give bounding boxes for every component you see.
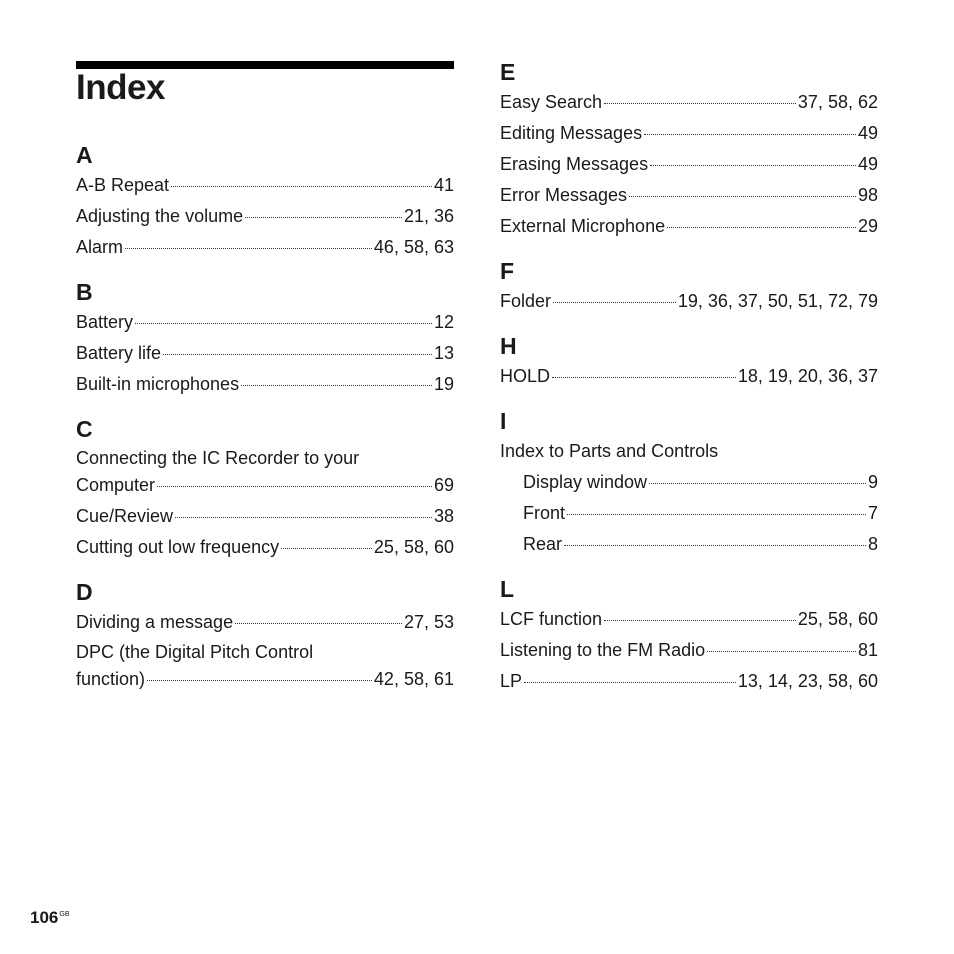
index-entry: [76, 232, 454, 263]
index-entry-multiline: [76, 444, 454, 501]
entry-pages: 42, 58, 61: [373, 669, 454, 689]
page-number-value: 106: [30, 908, 59, 927]
dot-leader: [281, 548, 372, 549]
entry-label: Editing Messages: [500, 123, 643, 143]
index-column-left: [76, 140, 454, 709]
entry-pages: 13, 14, 23, 58, 60: [737, 671, 878, 691]
index-section-d: [76, 577, 454, 695]
dot-leader: [552, 377, 736, 378]
entry-pages: 7: [867, 503, 878, 523]
dot-leader: [650, 165, 856, 166]
index-entry: [500, 149, 878, 180]
index-entry: [500, 666, 878, 697]
index-section-b: [76, 277, 454, 400]
index-entry: [76, 472, 454, 501]
entry-label: Rear: [523, 534, 563, 554]
index-section-f: [500, 256, 878, 317]
index-entry: [500, 635, 878, 666]
entry-label: Display window: [523, 472, 648, 492]
index-entry: [76, 307, 454, 338]
entry-pages: 21, 36: [403, 206, 454, 226]
entry-pages: 9: [867, 472, 878, 492]
entry-label: Erasing Messages: [500, 154, 649, 174]
entry-pages: 46, 58, 63: [373, 237, 454, 257]
section-letter: F: [500, 258, 515, 284]
entry-label: Dividing a message: [76, 612, 234, 632]
entry-pages: 18, 19, 20, 36, 37: [737, 366, 878, 386]
index-section-i: [500, 406, 878, 560]
dot-leader: [644, 134, 856, 135]
dot-leader: [171, 186, 432, 187]
dot-leader: [564, 545, 866, 546]
entry-pages: 25, 58, 60: [373, 537, 454, 557]
index-section-c: [76, 414, 454, 563]
dot-leader: [135, 323, 432, 324]
dot-leader: [125, 248, 372, 249]
dot-leader: [604, 103, 796, 104]
index-entry: [76, 338, 454, 369]
entry-label: Cutting out low frequency: [76, 537, 280, 557]
page-number-suffix: GB: [59, 911, 70, 919]
section-letter: L: [500, 576, 515, 602]
index-section-l: [500, 574, 878, 697]
entry-pages: 19: [433, 374, 454, 394]
entry-pages: 41: [433, 175, 454, 195]
entry-label: Battery: [76, 312, 134, 332]
dot-leader: [553, 302, 676, 303]
entry-pages: 98: [857, 185, 878, 205]
page-title: Index: [76, 68, 165, 107]
entry-label: Battery life: [76, 343, 162, 363]
entry-label: Folder: [500, 291, 552, 311]
page-number: [30, 908, 70, 928]
dot-leader: [245, 217, 402, 218]
dot-leader: [241, 385, 432, 386]
index-entry-heading: Index to Parts and Controls: [500, 441, 719, 461]
dot-leader: [567, 514, 866, 515]
entry-pages: 25, 58, 60: [797, 609, 878, 629]
index-entry: [76, 170, 454, 201]
section-letter: D: [76, 579, 93, 605]
index-entry: [500, 604, 878, 635]
dot-leader: [147, 680, 372, 681]
dot-leader: [175, 517, 432, 518]
entry-label: A-B Repeat: [76, 175, 170, 195]
section-letter: C: [76, 416, 93, 442]
entry-pages: 12: [433, 312, 454, 332]
index-entry: [500, 180, 878, 211]
entry-label: Cue/Review: [76, 506, 174, 526]
dot-leader: [649, 483, 866, 484]
index-entry: [500, 286, 878, 317]
index-entry: [500, 361, 878, 392]
entry-pages: 38: [433, 506, 454, 526]
index-subentry: [500, 467, 878, 498]
index-entry: [500, 118, 878, 149]
entry-label: LCF function: [500, 609, 603, 629]
index-entry: [76, 369, 454, 400]
section-letter: I: [500, 408, 507, 434]
index-column-right: [500, 57, 878, 711]
entry-label: Built-in microphones: [76, 374, 240, 394]
index-section-e: [500, 57, 878, 242]
section-letter: A: [76, 142, 93, 168]
index-entry: [76, 501, 454, 532]
entry-pages: 19, 36, 37, 50, 51, 72, 79: [677, 291, 878, 311]
entry-label: Listening to the FM Radio: [500, 640, 706, 660]
entry-pages: 8: [867, 534, 878, 554]
entry-label: Easy Search: [500, 92, 603, 112]
entry-pages: 49: [857, 123, 878, 143]
entry-pages: 29: [857, 216, 878, 236]
entry-pages: 13: [433, 343, 454, 363]
index-subentry: [500, 529, 878, 560]
entry-label: Front: [523, 503, 566, 523]
entry-pages: 37, 58, 62: [797, 92, 878, 112]
dot-leader: [235, 623, 402, 624]
dot-leader: [163, 354, 432, 355]
entry-label: HOLD: [500, 366, 551, 386]
index-entry: [76, 607, 454, 638]
index-subentry: [500, 498, 878, 529]
entry-pages: 69: [433, 475, 454, 495]
entry-label-line1: DPC (the Digital Pitch Control: [76, 642, 314, 662]
section-letter: E: [500, 59, 516, 85]
index-section-h: [500, 331, 878, 392]
index-entry: [76, 532, 454, 563]
index-entry-multiline: [76, 638, 454, 695]
dot-leader: [604, 620, 796, 621]
entry-label: LP: [500, 671, 523, 691]
entry-label: Adjusting the volume: [76, 206, 244, 226]
entry-label: Alarm: [76, 237, 124, 257]
entry-pages: 27, 53: [403, 612, 454, 632]
index-entry: [500, 87, 878, 118]
entry-label: Computer: [76, 475, 156, 495]
section-letter: B: [76, 279, 93, 305]
dot-leader: [524, 682, 736, 683]
dot-leader: [707, 651, 856, 652]
index-section-a: [76, 140, 454, 263]
index-entry: [500, 211, 878, 242]
dot-leader: [667, 227, 856, 228]
index-entry: [76, 201, 454, 232]
dot-leader: [157, 486, 432, 487]
entry-label: function): [76, 669, 146, 689]
entry-label-line1: Connecting the IC Recorder to your: [76, 448, 360, 468]
dot-leader: [629, 196, 856, 197]
entry-pages: 81: [857, 640, 878, 660]
entry-label: External Microphone: [500, 216, 666, 236]
entry-pages: 49: [857, 154, 878, 174]
section-letter: H: [500, 333, 517, 359]
entry-label: Error Messages: [500, 185, 628, 205]
index-entry: [76, 666, 454, 695]
